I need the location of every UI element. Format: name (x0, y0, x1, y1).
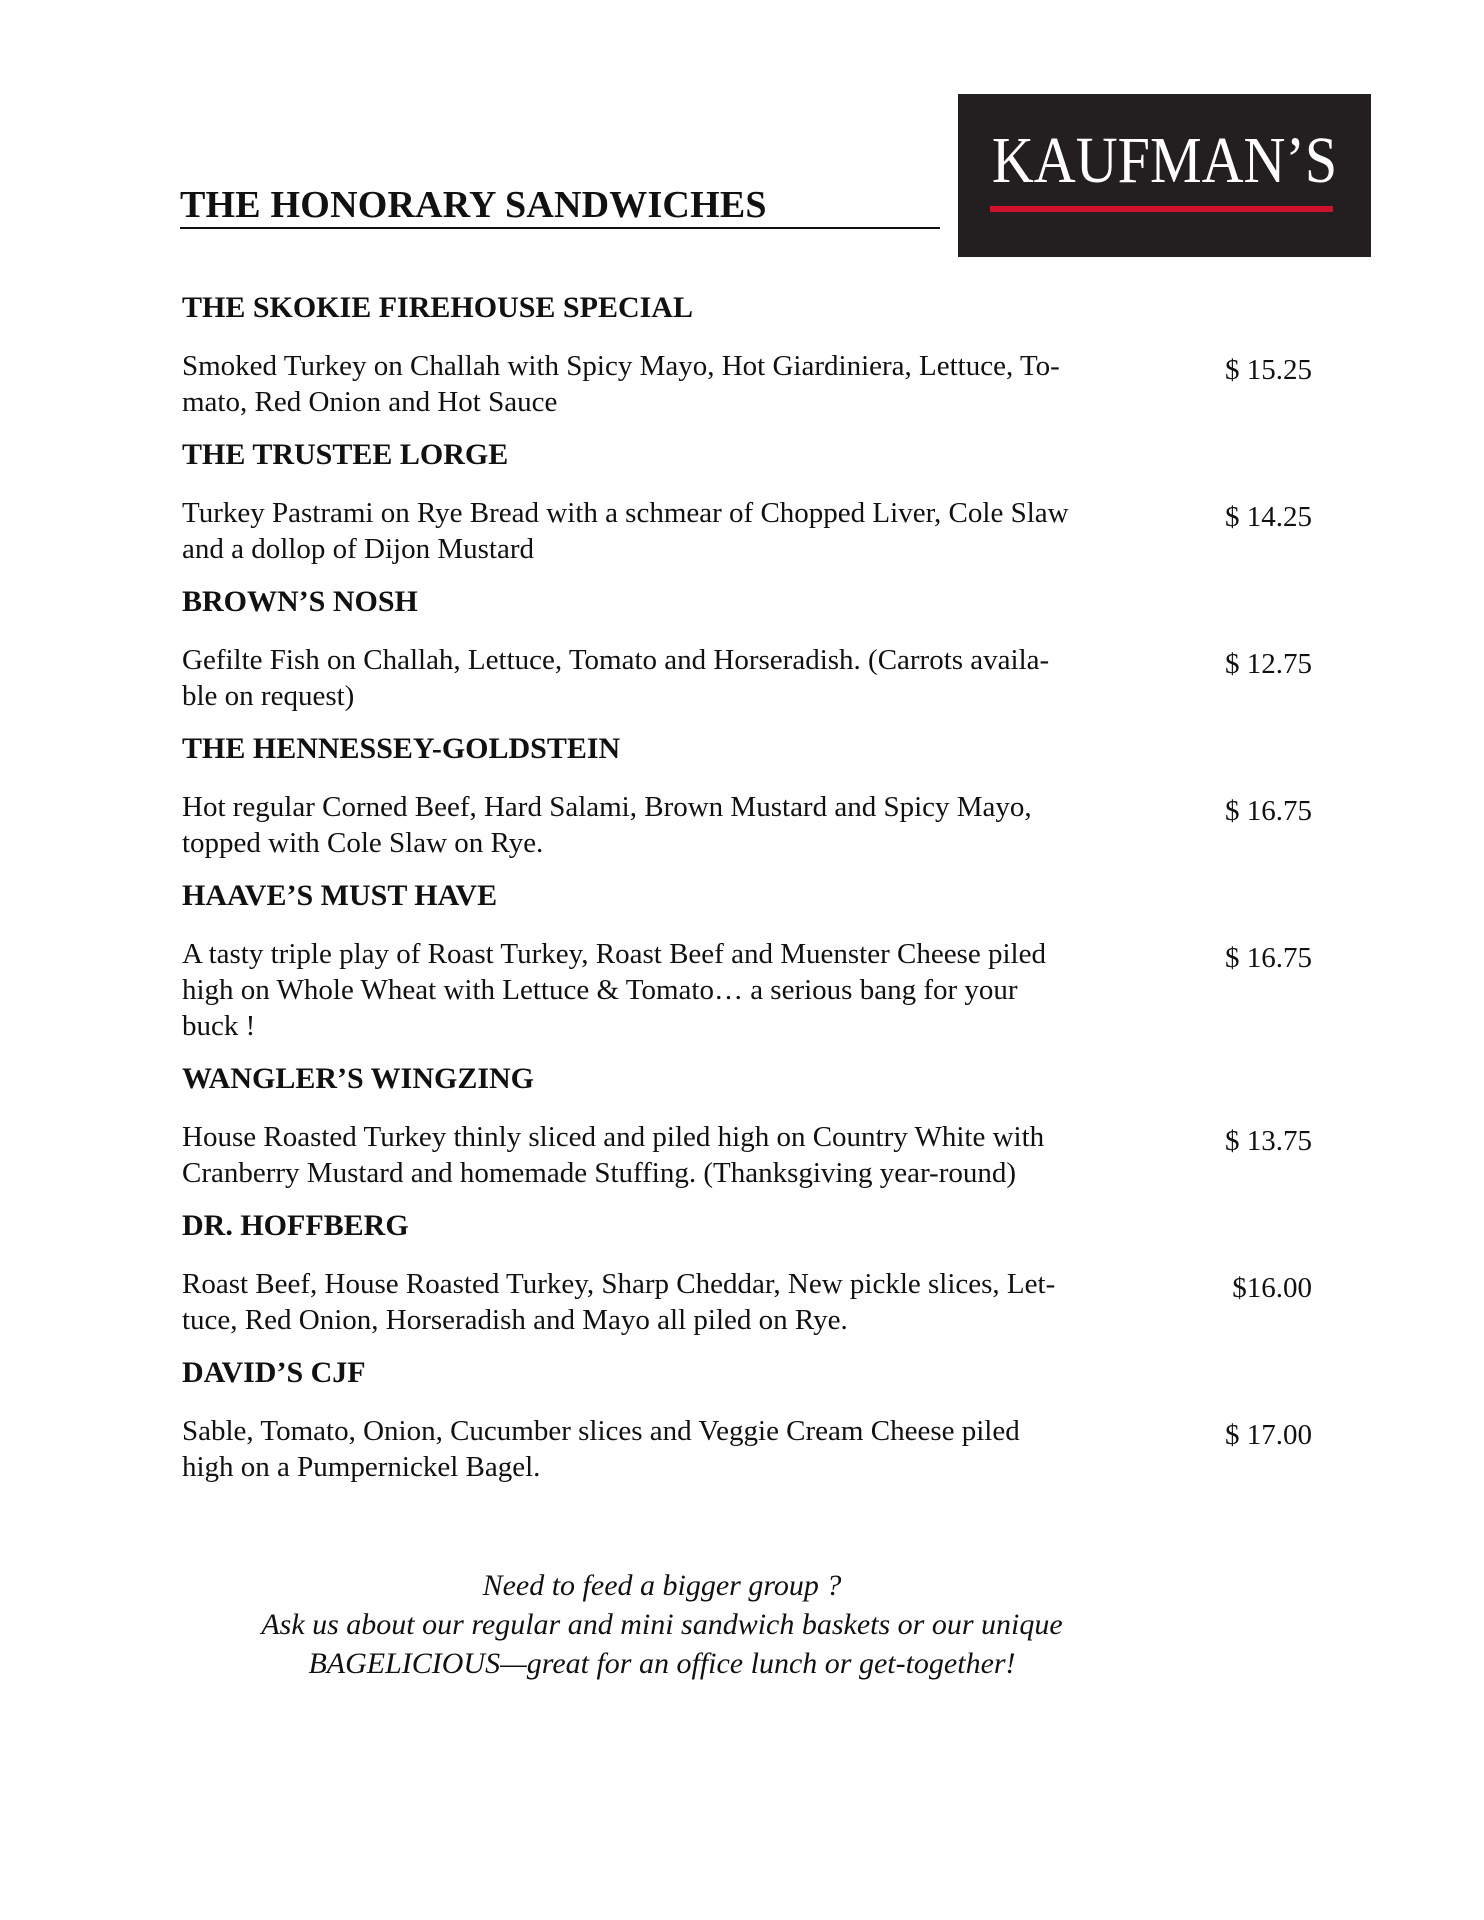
menu-item (182, 878, 1312, 1061)
footer-line: Ask us about our regular and mini sandwich baskets or our unique (261, 1608, 1063, 1641)
item-name: DAVID’S CJF (182, 1356, 366, 1389)
menu-item (182, 1061, 1312, 1208)
item-price: $ 16.75 (1225, 942, 1312, 974)
logo-text: KAUFMAN’S (991, 124, 1338, 197)
footer-line: BAGELICIOUS—great for an office lunch or get-together! (308, 1647, 1016, 1680)
footer-note (182, 1566, 1142, 1683)
footer-line: Need to feed a bigger group ? (482, 1569, 842, 1602)
item-name: DR. HOFFBERG (182, 1209, 409, 1242)
logo (958, 94, 1371, 257)
item-name: WANGLER’S WINGZING (182, 1062, 535, 1095)
item-description: Smoked Turkey on Challah with Spicy Mayo, Hot Giardiniera, Lettuce, To- mato, Red Onion and Hot Sauce (182, 350, 1060, 418)
sandwich-menu (182, 290, 1312, 1502)
item-price: $ 12.75 (1225, 648, 1312, 680)
menu-item (182, 290, 1312, 437)
item-description: Turkey Pastrami on Rye Bread with a schmear of Chopped Liver, Cole Slaw and a dollop of Dijon Mustard (182, 497, 1069, 565)
item-price: $16.00 (1232, 1272, 1312, 1304)
menu-item (182, 584, 1312, 731)
menu-item (182, 437, 1312, 584)
item-price: $ 13.75 (1225, 1125, 1312, 1157)
item-description: Roast Beef, House Roasted Turkey, Sharp Cheddar, New pickle slices, Let- tuce, Red Onion, Horseradish and Mayo all piled on Rye. (182, 1268, 1056, 1336)
item-name: THE SKOKIE FIREHOUSE SPECIAL (182, 291, 693, 324)
menu-item (182, 1208, 1312, 1355)
item-name: BROWN’S NOSH (182, 585, 418, 618)
item-price: $ 17.00 (1225, 1419, 1312, 1451)
logo-red-rule (990, 206, 1333, 212)
item-description: Gefilte Fish on Challah, Lettuce, Tomato and Horseradish. (Carrots availa- ble on request) (182, 644, 1050, 712)
item-description: Hot regular Corned Beef, Hard Salami, Brown Mustard and Spicy Mayo, topped with Cole Slaw on Rye. (182, 791, 1032, 859)
menu-item (182, 1355, 1312, 1502)
item-price: $ 15.25 (1225, 354, 1312, 386)
item-description: A tasty triple play of Roast Turkey, Roast Beef and Muenster Cheese piled high on Whole Wheat with Lettuce & Tomato… a serious bang for your buck ! (182, 938, 1046, 1042)
item-price: $ 14.25 (1225, 501, 1312, 533)
item-description: House Roasted Turkey thinly sliced and piled high on Country White with Cranberry Mustard and homemade Stuffing. (Thanksgiving year-round) (182, 1121, 1045, 1189)
item-description: Sable, Tomato, Onion, Cucumber slices and Veggie Cream Cheese piled high on a Pumpernickel Bagel. (182, 1415, 1020, 1483)
page-title: THE HONORARY SANDWICHES (180, 183, 940, 229)
item-name: HAAVE’S MUST HAVE (182, 879, 498, 912)
item-price: $ 16.75 (1225, 795, 1312, 827)
item-name: THE HENNESSEY-GOLDSTEIN (182, 732, 621, 765)
item-name: THE TRUSTEE LORGE (182, 438, 509, 471)
menu-item (182, 731, 1312, 878)
